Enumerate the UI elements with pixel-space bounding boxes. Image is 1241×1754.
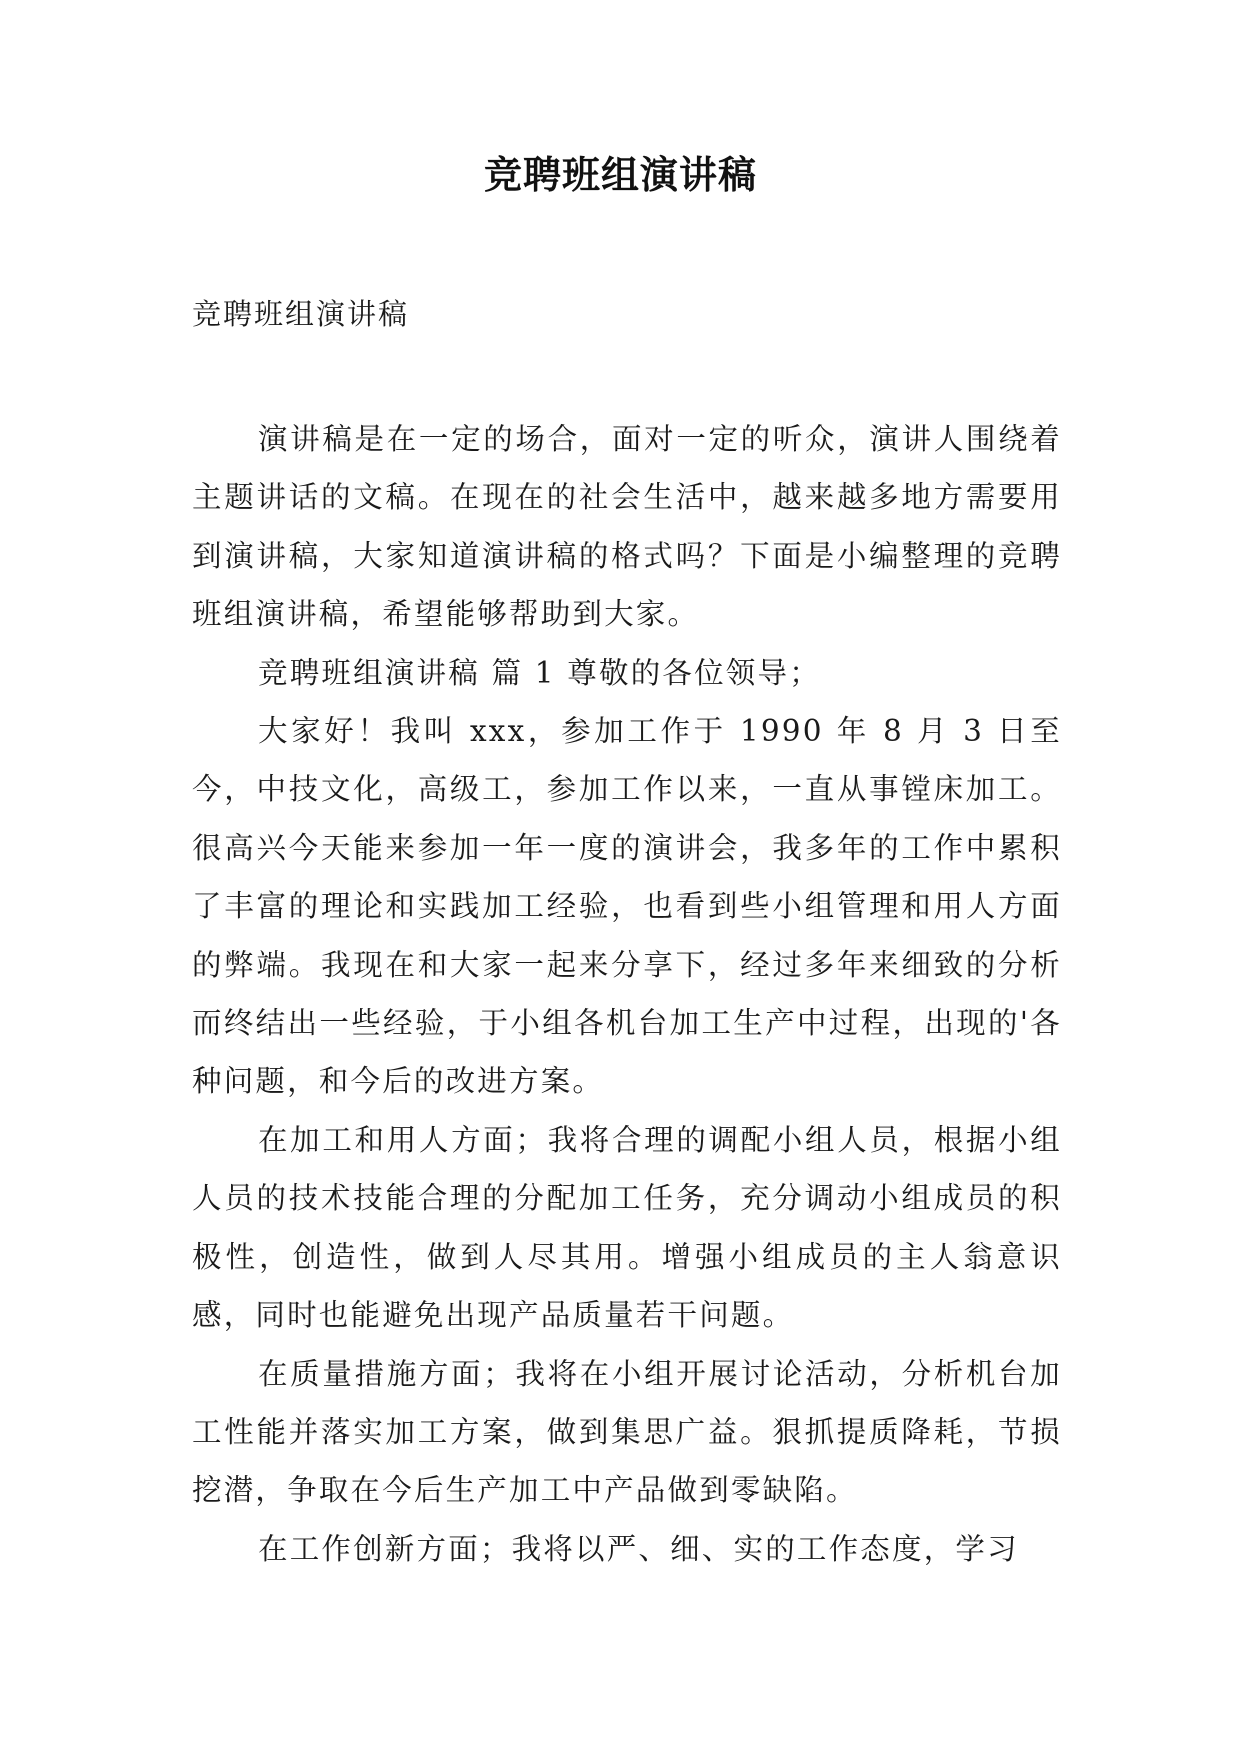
paragraph-staffing: 在加工和用人方面；我将合理的调配小组人员，根据小组人员的技术技能合理的分配加工任务，充分调动小组成员的积极性，创造性，做到人尽其用。增强小组成员的主人翁意识感，同时也能避免出现产品质量若干问题。 bbox=[192, 1122, 1062, 1333]
paragraph-intro: 演讲稿是在一定的场合，面对一定的听众，演讲人围绕着主题讲话的文稿。在现在的社会生活中，越来越多地方需要用到演讲稿，大家知道演讲稿的格式吗？下面是小编整理的竞聘班组演讲稿，希望能够帮助到大家。 bbox=[192, 422, 1062, 632]
document-body bbox=[192, 410, 1062, 1578]
document-title: 竞聘班组演讲稿 bbox=[483, 153, 757, 197]
paragraph-innovation: 在工作创新方面；我将以严、细、实的工作态度，学习 bbox=[258, 1531, 1019, 1566]
paragraph-quality: 在质量措施方面；我将在小组开展讨论活动，分析机台加工性能并落实加工方案，做到集思广益。狠抓提质降耗，节损挖潜，争取在今后生产加工中产品做到零缺陷。 bbox=[192, 1356, 1062, 1508]
paragraph-self-introduction: 大家好！我叫 xxx，参加工作于 1990 年 8 月 3 日至今，中技文化，高级工，参加工作以来，一直从事镗床加工。很高兴今天能来参加一年一度的演讲会，我多年的工作中累积了丰富的理论和实践加工经验，也看到些小组管理和用人方面的弊端。我现在和大家一起来分享下，经过多年来细致的分析而终结出一些经验，于小组各机台加工生产中过程，出现的'各种问题，和今后的改进方案。 bbox=[192, 714, 1062, 1099]
document-subtitle: 竞聘班组演讲稿 bbox=[192, 297, 410, 331]
paragraph-salutation: 竞聘班组演讲稿 篇 1 尊敬的各位领导； bbox=[258, 655, 821, 690]
